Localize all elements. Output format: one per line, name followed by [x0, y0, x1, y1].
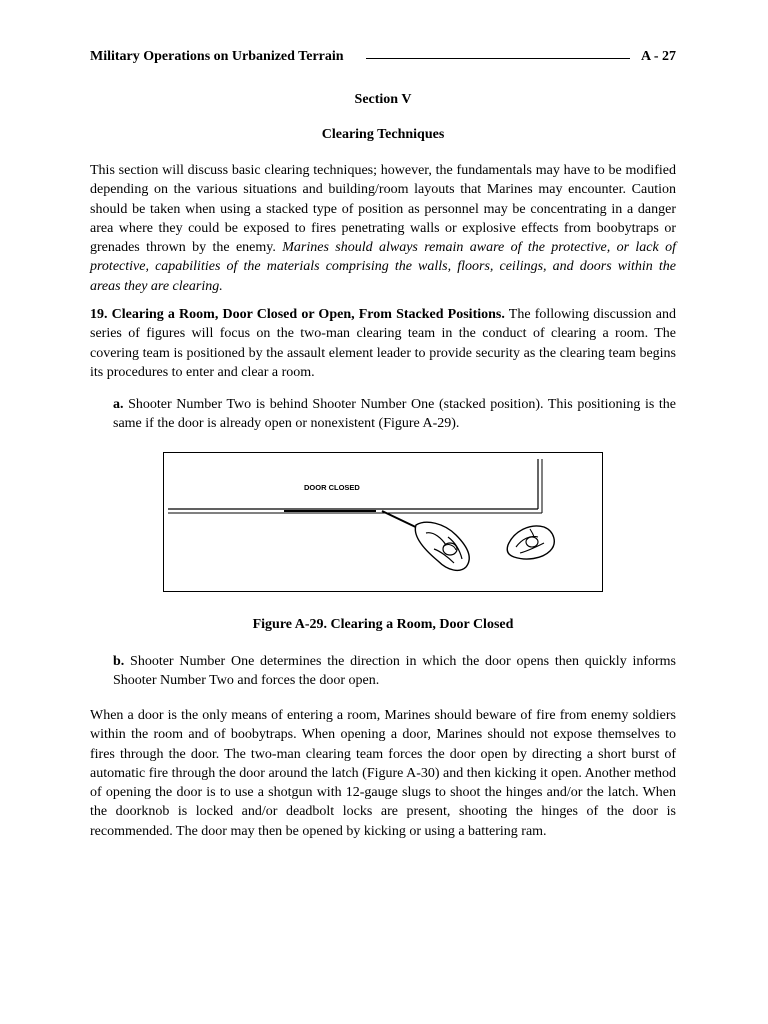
intro-text: This section will discuss basic clearing techniques; however, the fundamentals may have to be modified depending on the various situations and building/room layouts that Marines may encounter. Caution should be taken when using a stacked type of position as personnel may be concentrating in a danger area where they could be exposed to fires penetrating walls or explosive effects from boobytraps or grenades thrown by the enemy.: [90, 163, 676, 256]
step-a-label: a.: [113, 397, 124, 412]
step-a-text: Shooter Number Two is behind Shooter Number One (stacked position). This positioning is the same if the door is already open or nonexistent (Figure A-29).: [113, 397, 676, 432]
paragraph-19: [90, 305, 676, 382]
door-closed-label: DOOR CLOSED: [304, 483, 360, 492]
header-rule: [366, 58, 630, 59]
paragraph-19-text: The following discussion and series of figures will focus on the two-man clearing team in the conduct of clearing a room. The covering team is positioned by the assault element leader to provide security as the clearing team begins its procedures to enter and clear a room.: [90, 307, 676, 380]
section-title: Clearing Techniques: [321, 127, 445, 142]
step-a: [113, 395, 676, 434]
section-number: Section V: [354, 92, 412, 107]
intro-italic-warning: Marines should always remain aware of the protective, or lack of protective, capabilities of the materials comprising the walls, floors, ceilings, and doors within the areas they are clearing.: [90, 240, 676, 294]
figure-drawing: [164, 453, 604, 593]
shooter-one-icon: [382, 511, 469, 570]
shooter-two-icon: [507, 526, 554, 559]
figure-a29: [163, 452, 603, 592]
door-entry-paragraph: When a door is the only means of entering a room, Marines should beware of fire from enemy soldiers within the room and of boobytraps. When opening a door, Marines should not expose themselves to fires through the door. The two-man clearing team forces the door open by directing a short burst of automatic fire through the door around the latch (Figure A-30) and then kicking it open. Another method of opening the door is to use a shotgun with 12-gauge slugs to shoot the hinges and/or the latch. When the doorknob is locked and/or deadbolt locks are present, shooting the hinges of the door is recommended. The door may then be opened by kicking or using a battering ram.: [90, 708, 676, 839]
running-header: [90, 49, 676, 69]
figure-caption: Figure A-29. Clearing a Room, Door Closed: [252, 617, 514, 632]
step-b-text: Shooter Number One determines the direction in which the door opens then quickly informs Shooter Number Two and forces the door open.: [113, 654, 676, 689]
paragraph-19-heading: 19. Clearing a Room, Door Closed or Open, From Stacked Positions.: [90, 307, 505, 322]
header-title: Military Operations on Urbanized Terrain: [90, 49, 348, 65]
step-b: [113, 652, 676, 691]
intro-paragraph: [90, 161, 676, 296]
page-number: A - 27: [637, 49, 676, 65]
step-b-label: b.: [113, 654, 125, 669]
